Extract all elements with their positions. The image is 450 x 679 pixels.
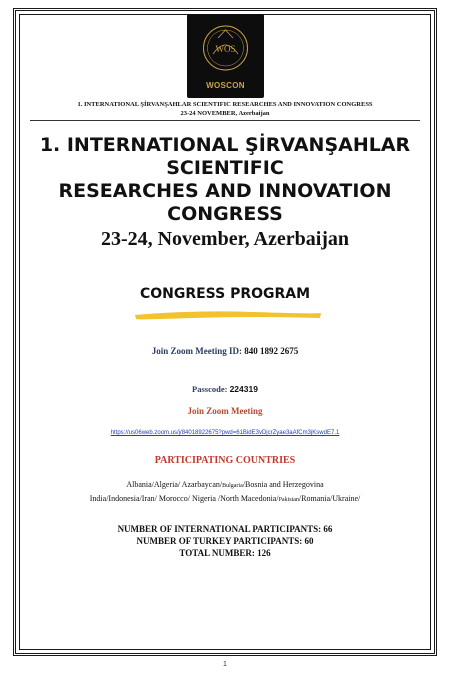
join-zoom-meeting-link[interactable]: Join Zoom Meeting (187, 406, 263, 416)
highlight-stroke (133, 307, 323, 321)
countries-line-1-part-b: /Bosnia and Herzegovina (242, 480, 324, 489)
international-participants-count: NUMBER OF INTERNATIONAL PARTICIPANTS: 66 (117, 524, 333, 534)
woscon-logo (187, 14, 264, 98)
zoom-passcode (16, 384, 434, 394)
header-congress-date: 23-24 NOVEMBER, Azerbaijan (180, 110, 270, 117)
zoom-meeting-id (16, 346, 434, 356)
title-line-3: RESEARCHES AND INNOVATION (58, 180, 392, 202)
countries-list-line-2 (16, 494, 434, 503)
program-heading: CONGRESS PROGRAM (139, 286, 311, 302)
countries-line-2-part-a: India/Indonesia/Iran/ Morocco/ Nigeria /North Macedonia/ (89, 494, 279, 503)
title-line-1: 1. INTERNATIONAL ŞİRVANŞAHLAR (39, 134, 411, 156)
countries-line-2-part-b: /Romania/Ukraine/ (298, 494, 361, 503)
countries-line-1-part-a: Albania/Algeria/ Azarbaycan/ (126, 480, 223, 489)
zoom-id-value: 840 1892 2675 (244, 346, 299, 356)
participating-countries-heading: PARTICIPATING COUNTRIES (154, 455, 296, 466)
title-line-4: CONGRESS (167, 203, 283, 225)
countries-list-line-1 (16, 480, 434, 489)
header-divider (30, 120, 420, 121)
total-participants-count: TOTAL NUMBER: 126 (179, 548, 271, 558)
congress-date: 23-24, November, Azerbaijan (100, 228, 350, 250)
countries-line-2-small: Pakistan (278, 497, 299, 503)
turkey-participants-count: NUMBER OF TURKEY PARTICIPANTS: 60 (136, 536, 314, 546)
title-line-2: SCIENTIFIC (166, 157, 284, 179)
passcode-value: 224319 (229, 384, 258, 394)
logo-caption: WOSCON (206, 81, 245, 90)
header-congress-name: 1. INTERNATIONAL ŞİRVANŞAHLAR SCIENTIFIC RESEARCHES AND INNOVATION CONGRESS (77, 101, 373, 108)
zoom-meeting-url[interactable]: https://us06web.zoom.us/j/84018922675?pwd=61BidE3vDjcrZyae3aAfCm3jKswdE7.1 (110, 430, 340, 436)
zoom-id-label: Join Zoom Meeting ID: (151, 346, 242, 356)
passcode-label: Passcode: (192, 384, 228, 394)
logo-monogram: WOS (215, 44, 236, 54)
page-number: 1 (223, 661, 227, 668)
countries-line-1-small: Bulgaria (222, 483, 243, 489)
